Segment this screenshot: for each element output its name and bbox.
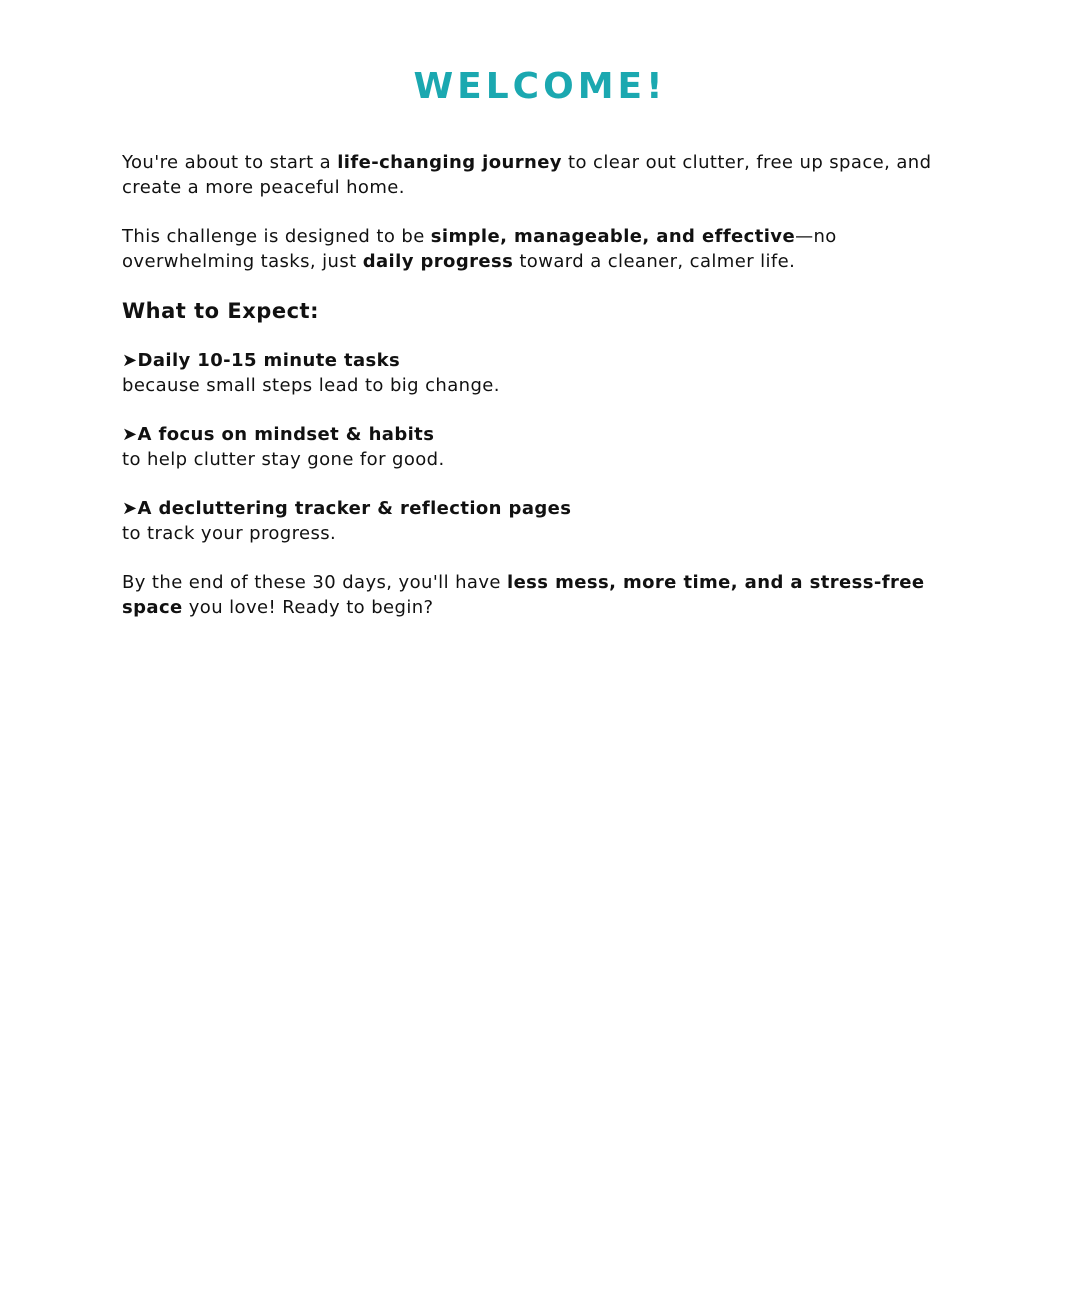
- expect-item-description: to track your progress.: [122, 522, 337, 544]
- intro-paragraph-2: [122, 225, 962, 274]
- expect-item-daily-tasks: [122, 349, 962, 398]
- expect-item-description: because small steps lead to big change.: [122, 374, 500, 396]
- intro-1-bold: life-changing journey: [337, 152, 562, 173]
- welcome-content: [122, 151, 962, 620]
- closing-text-c: you love! Ready to begin?: [182, 596, 434, 618]
- expect-item-title: ➤A decluttering tracker & reflection pages: [122, 498, 572, 519]
- expect-item-title: ➤Daily 10-15 minute tasks: [122, 350, 401, 371]
- closing-paragraph: [122, 571, 962, 620]
- intro-2-bold-2: daily progress: [362, 250, 514, 272]
- expect-item-title: ➤A focus on mindset & habits: [122, 424, 435, 445]
- intro-paragraph-1: [122, 151, 962, 200]
- what-to-expect-heading: What to Expect:: [122, 299, 319, 323]
- intro-1-text-a: You're about to start a: [122, 152, 338, 173]
- expect-item-mindset-habits: [122, 423, 962, 472]
- closing-text-a: By the end of these 30 days, you'll have: [122, 572, 507, 593]
- intro-2-text-e: toward a cleaner, calmer life.: [513, 250, 796, 272]
- closing-bold: less mess, more time, and a stress-free space: [122, 572, 925, 618]
- page-title: WELCOME!: [413, 66, 667, 107]
- expect-item-tracker-pages: [122, 497, 962, 546]
- intro-2-text-c: —no overwhelming tasks, just: [122, 226, 837, 272]
- intro-2-text-a: This challenge is designed to be: [122, 226, 431, 247]
- expect-item-description: to help clutter stay gone for good.: [122, 448, 445, 470]
- intro-1-text-c: to clear out clutter, free up space, and create a more peaceful home.: [122, 152, 932, 198]
- intro-2-bold-1: simple, manageable, and effective: [430, 226, 796, 247]
